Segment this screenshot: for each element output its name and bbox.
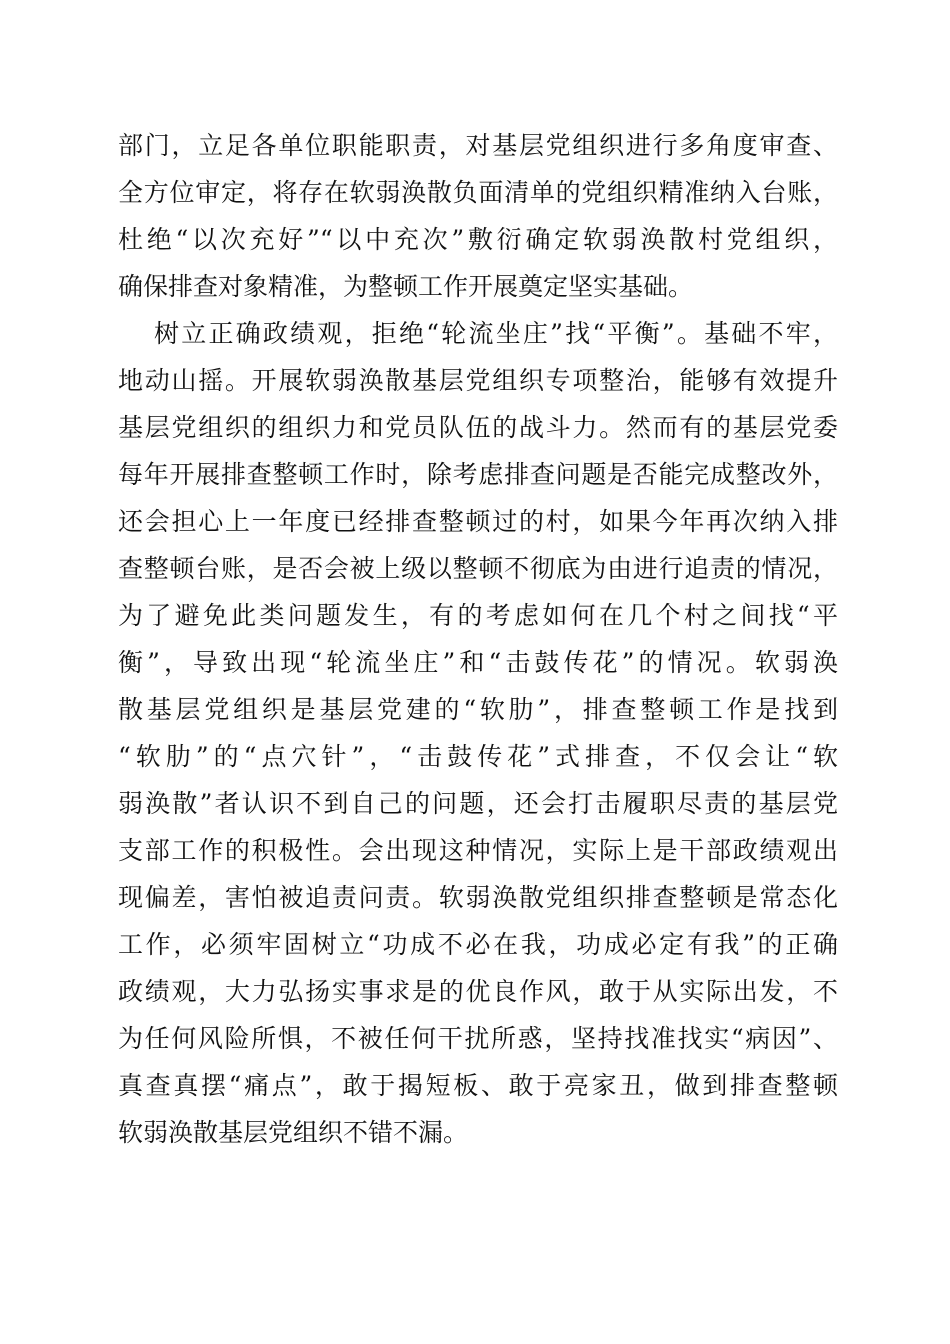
paragraph-line: 地动山摇。开展软弱涣散基层党组织专项整治，能够有效提升 (118, 366, 838, 395)
paragraph-line: 现偏差，害怕被追责问责。软弱涣散党组织排查整顿是常态化 (118, 883, 838, 912)
paragraph-2 (118, 310, 838, 1156)
paragraph-line: 树立正确政绩观，拒绝“轮流坐庄”找“平衡”。基础不牢， (154, 319, 838, 348)
paragraph-line: 确保排查对象精准，为整顿工作开展奠定坚实基础。 (118, 272, 694, 301)
paragraph-line: 全方位审定，将存在软弱涣散负面清单的党组织精准纳入台账， (118, 178, 838, 207)
paragraph-line: 部门，立足各单位职能职责，对基层党组织进行多角度审查、 (118, 131, 838, 160)
paragraph-line: 每年开展排查整顿工作时，除考虑排查问题是否能完成整改外， (118, 460, 838, 489)
paragraph-line: 杜绝“以次充好”“以中充次”敷衍确定软弱涣散村党组织， (118, 225, 838, 254)
paragraph-line: 真查真摆“痛点”，敢于揭短板、敢于亮家丑，做到排查整顿 (118, 1071, 838, 1100)
paragraph-1 (118, 122, 838, 310)
paragraph-line: 为任何风险所惧，不被任何干扰所惑，坚持找准找实“病因”、 (118, 1024, 838, 1053)
paragraph-line: 为了避免此类问题发生，有的考虑如何在几个村之间找“平 (118, 601, 838, 630)
paragraph-line: 政绩观，大力弘扬实事求是的优良作风，敢于从实际出发，不 (118, 977, 838, 1006)
paragraph-line: 弱涣散”者认识不到自己的问题，还会打击履职尽责的基层党 (118, 789, 838, 818)
paragraph-line: 工作，必须牢固树立“功成不必在我，功成必定有我”的正确 (118, 930, 838, 959)
paragraph-line: 还会担心上一年度已经排查整顿过的村，如果今年再次纳入排 (118, 507, 838, 536)
paragraph-line: 散基层党组织是基层党建的“软肋”，排查整顿工作是找到 (118, 695, 838, 724)
paragraph-line: 衡”，导致出现“轮流坐庄”和“击鼓传花”的情况。软弱涣 (118, 648, 838, 677)
paragraph-line: 基层党组织的组织力和党员队伍的战斗力。然而有的基层党委 (118, 413, 838, 442)
paragraph-line: 支部工作的积极性。会出现这种情况，实际上是干部政绩观出 (118, 836, 838, 865)
paragraph-line: “软肋”的“点穴针”，“击鼓传花”式排查，不仅会让“软 (118, 742, 838, 771)
document-body (118, 122, 838, 1156)
paragraph-line: 软弱涣散基层党组织不错不漏。 (118, 1118, 469, 1147)
paragraph-line: 查整顿台账，是否会被上级以整顿不彻底为由进行追责的情况， (118, 554, 838, 583)
